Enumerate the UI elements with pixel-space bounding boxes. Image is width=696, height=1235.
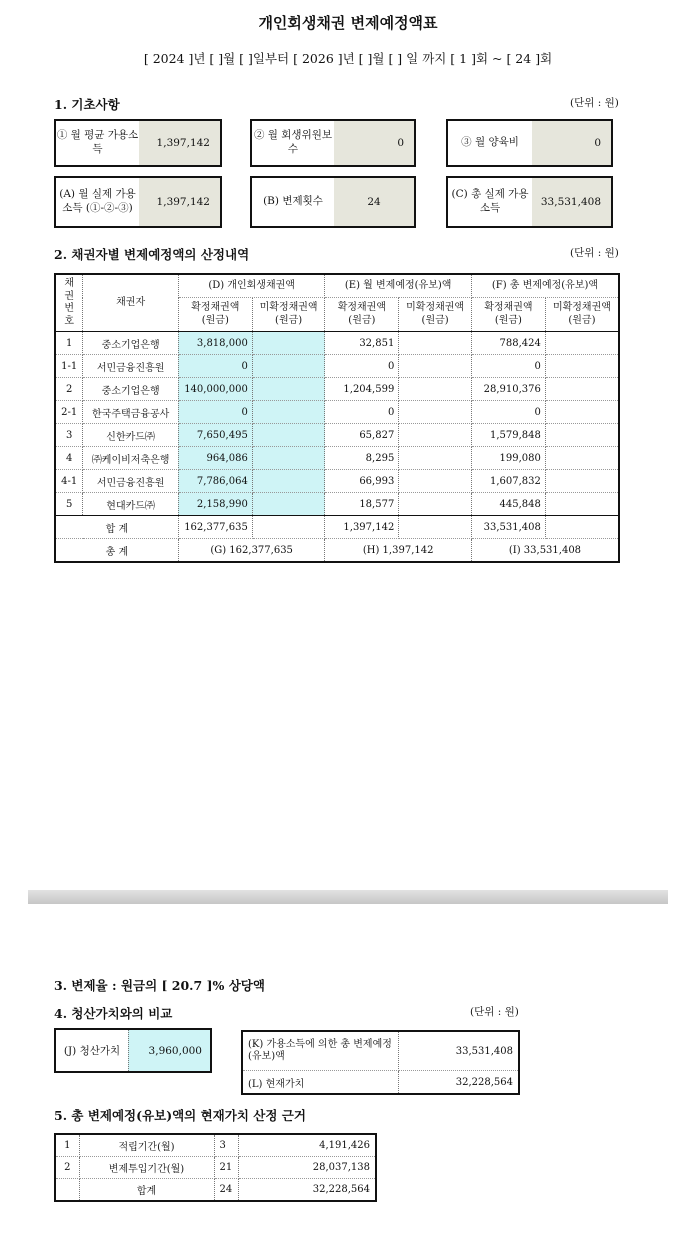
confirmed-claim: 7,786,064 — [178, 470, 252, 493]
section4-heading: 4. 청산가치와의 비교 — [54, 1006, 173, 1021]
section2-heading: 2. 채권자별 변제예정액의 산정내역 — [54, 247, 250, 262]
pv-amount: 28,037,138 — [238, 1157, 376, 1179]
child-support-value: 0 — [532, 121, 611, 165]
total-g: (G) 162,377,635 — [178, 539, 325, 563]
monthly-unconfirmed — [399, 401, 472, 424]
payment-period: [ 2024 ]년 [ ]월 [ ]일부터 [ 2026 ]년 [ ]월 [ ] 일 까지 [ 1 ]회 ~ [ 24 ]회 — [143, 51, 553, 66]
header-d-confirmed: 확정채권액 (원금) — [178, 298, 252, 332]
trustee-fee-value: 0 — [334, 121, 414, 165]
subtotal-d1: 162,377,635 — [178, 516, 252, 539]
payment-count-box — [250, 176, 416, 228]
total-label: 총 계 — [55, 539, 178, 563]
real-income-box — [54, 176, 222, 228]
unconfirmed-claim — [252, 378, 325, 401]
row-number: 1-1 — [55, 355, 83, 378]
header-creditor: 채권자 — [83, 274, 178, 332]
child-support-label: ③ 월 양육비 — [461, 136, 519, 149]
total-unconfirmed — [545, 332, 619, 355]
confirmed-claim: 3,818,000 — [178, 332, 252, 355]
pv-amount: 4,191,426 — [238, 1134, 376, 1157]
creditor-table — [54, 273, 620, 563]
monthly-confirmed: 18,577 — [325, 493, 399, 516]
total-confirmed: 28,910,376 — [471, 378, 545, 401]
header-d-unconfirmed: 미확정채권액 (원금) — [252, 298, 325, 332]
table-row — [55, 355, 619, 378]
creditor-name: 서민금융진흥원 — [83, 355, 178, 378]
total-income-label: (C) 총 실제 가용소득 — [451, 188, 529, 214]
subtotal-d2 — [252, 516, 325, 539]
pv-period-label: 변제투입기간(월) — [79, 1157, 214, 1179]
section4-unit: (단위 : 원) — [470, 1006, 519, 1018]
total-h: (H) 1,397,142 — [325, 539, 472, 563]
section1-heading: 1. 기초사항 — [54, 97, 120, 112]
confirmed-claim: 140,000,000 — [178, 378, 252, 401]
row-number: 3 — [55, 424, 83, 447]
child-support-box — [446, 119, 613, 167]
total-unconfirmed — [545, 493, 619, 516]
pv-row-number — [55, 1179, 79, 1202]
avg-income-value: 1,397,142 — [139, 121, 220, 165]
table-row — [55, 493, 619, 516]
creditor-name: 서민금융진흥원 — [83, 470, 178, 493]
monthly-unconfirmed — [399, 378, 472, 401]
row-number: 1 — [55, 332, 83, 355]
subtotal-label: 합 계 — [55, 516, 178, 539]
total-confirmed: 445,848 — [471, 493, 545, 516]
monthly-unconfirmed — [399, 355, 472, 378]
pv-months: 24 — [214, 1179, 238, 1202]
table-row — [55, 378, 619, 401]
header-f-unconfirmed: 미확정채권액 (원금) — [545, 298, 619, 332]
unconfirmed-claim — [252, 332, 325, 355]
section5-heading: 5. 총 변제예정(유보)액의 현재가치 산정 근거 — [54, 1108, 306, 1123]
avg-income-box — [54, 119, 222, 167]
table-row — [55, 424, 619, 447]
header-f: (F) 총 변제예정(유보)액 — [471, 274, 619, 298]
monthly-confirmed: 66,993 — [325, 470, 399, 493]
page-break-band — [28, 890, 668, 904]
creditor-name: 신한카드㈜ — [83, 424, 178, 447]
liquidation-value: 3,960,000 — [128, 1030, 210, 1071]
table-row — [55, 470, 619, 493]
confirmed-claim: 964,086 — [178, 447, 252, 470]
total-confirmed: 1,607,832 — [471, 470, 545, 493]
total-unconfirmed — [545, 378, 619, 401]
monthly-confirmed: 32,851 — [325, 332, 399, 355]
row-number: 4-1 — [55, 470, 83, 493]
total-confirmed: 788,424 — [471, 332, 545, 355]
comparison-table — [241, 1030, 520, 1095]
total-unconfirmed — [545, 470, 619, 493]
unconfirmed-claim — [252, 424, 325, 447]
l-label: (L) 현재가치 — [242, 1071, 399, 1095]
header-no: 채권 번호 — [55, 274, 83, 332]
total-confirmed: 199,080 — [471, 447, 545, 470]
creditor-name: ㈜케이비저축은행 — [83, 447, 178, 470]
row-number: 5 — [55, 493, 83, 516]
total-i: (I) 33,531,408 — [471, 539, 619, 563]
section1-unit: (단위 : 원) — [570, 97, 619, 109]
total-unconfirmed — [545, 424, 619, 447]
header-d: (D) 개인회생채권액 — [178, 274, 325, 298]
trustee-fee-label: ② 월 회생위원보수 — [253, 129, 333, 155]
monthly-unconfirmed — [399, 470, 472, 493]
total-confirmed: 0 — [471, 355, 545, 378]
liquidation-value-box — [54, 1028, 212, 1073]
confirmed-claim: 2,158,990 — [178, 493, 252, 516]
monthly-confirmed: 0 — [325, 355, 399, 378]
monthly-unconfirmed — [399, 424, 472, 447]
monthly-unconfirmed — [399, 493, 472, 516]
payment-count-value: 24 — [334, 178, 414, 226]
pv-period-label: 합계 — [79, 1179, 214, 1202]
pv-months: 21 — [214, 1157, 238, 1179]
unconfirmed-claim — [252, 447, 325, 470]
row-number: 2-1 — [55, 401, 83, 424]
monthly-confirmed: 8,295 — [325, 447, 399, 470]
creditor-name: 한국주택금융공사 — [83, 401, 178, 424]
table-row — [55, 1157, 376, 1179]
total-unconfirmed — [545, 401, 619, 424]
monthly-confirmed: 0 — [325, 401, 399, 424]
pv-row-number: 2 — [55, 1157, 79, 1179]
pv-period-label: 적립기간(월) — [79, 1134, 214, 1157]
trustee-fee-box — [250, 119, 416, 167]
header-f-confirmed: 확정채권액 (원금) — [471, 298, 545, 332]
confirmed-claim: 0 — [178, 401, 252, 424]
pv-months: 3 — [214, 1134, 238, 1157]
monthly-confirmed: 65,827 — [325, 424, 399, 447]
row-number: 2 — [55, 378, 83, 401]
total-unconfirmed — [545, 447, 619, 470]
table-row — [55, 332, 619, 355]
present-value-table — [54, 1133, 377, 1202]
total-confirmed: 0 — [471, 401, 545, 424]
real-income-label: (A) 월 실제 가용소득 (①-②-③) — [59, 188, 136, 214]
real-income-value: 1,397,142 — [139, 178, 220, 226]
confirmed-claim: 7,650,495 — [178, 424, 252, 447]
creditor-name: 현대카드㈜ — [83, 493, 178, 516]
unconfirmed-claim — [252, 401, 325, 424]
monthly-unconfirmed — [399, 447, 472, 470]
header-e-confirmed: 확정채권액 (원금) — [325, 298, 399, 332]
subtotal-f2 — [545, 516, 619, 539]
l-value: 32,228,564 — [455, 1076, 513, 1088]
header-e: (E) 월 변제예정(유보)액 — [325, 274, 472, 298]
total-income-value: 33,531,408 — [532, 178, 611, 226]
page-title: 개인회생채권 변제예정액표 — [258, 14, 438, 32]
subtotal-f1: 33,531,408 — [471, 516, 545, 539]
section3-heading: 3. 변제율 : 원금의 [ 20.7 ]% 상당액 — [54, 978, 265, 993]
total-income-box — [446, 176, 613, 228]
liquidation-value-label: (J) 청산가치 — [63, 1045, 121, 1057]
table-row — [55, 401, 619, 424]
unconfirmed-claim — [252, 355, 325, 378]
avg-income-label: ① 월 평균 가용소득 — [56, 129, 139, 155]
monthly-unconfirmed — [399, 332, 472, 355]
payment-count-label: (B) 변제횟수 — [263, 195, 323, 208]
table-row — [55, 1134, 376, 1157]
pv-row-number: 1 — [55, 1134, 79, 1157]
unconfirmed-claim — [252, 470, 325, 493]
confirmed-claim: 0 — [178, 355, 252, 378]
k-label: (K) 가용소득에 의한 총 변제예정(유보)액 — [242, 1031, 399, 1071]
table-row — [55, 447, 619, 470]
monthly-confirmed: 1,204,599 — [325, 378, 399, 401]
unconfirmed-claim — [252, 493, 325, 516]
subtotal-row — [55, 516, 619, 539]
subtotal-e2 — [399, 516, 472, 539]
total-row — [55, 539, 619, 563]
creditor-name: 중소기업은행 — [83, 332, 178, 355]
creditor-name: 중소기업은행 — [83, 378, 178, 401]
header-e-unconfirmed: 미확정채권액 (원금) — [399, 298, 472, 332]
pv-amount: 32,228,564 — [238, 1179, 376, 1202]
subtotal-e1: 1,397,142 — [325, 516, 399, 539]
row-number: 4 — [55, 447, 83, 470]
total-unconfirmed — [545, 355, 619, 378]
k-value: 33,531,408 — [399, 1031, 520, 1071]
table-row — [55, 1179, 376, 1202]
total-confirmed: 1,579,848 — [471, 424, 545, 447]
section2-unit: (단위 : 원) — [570, 247, 619, 259]
